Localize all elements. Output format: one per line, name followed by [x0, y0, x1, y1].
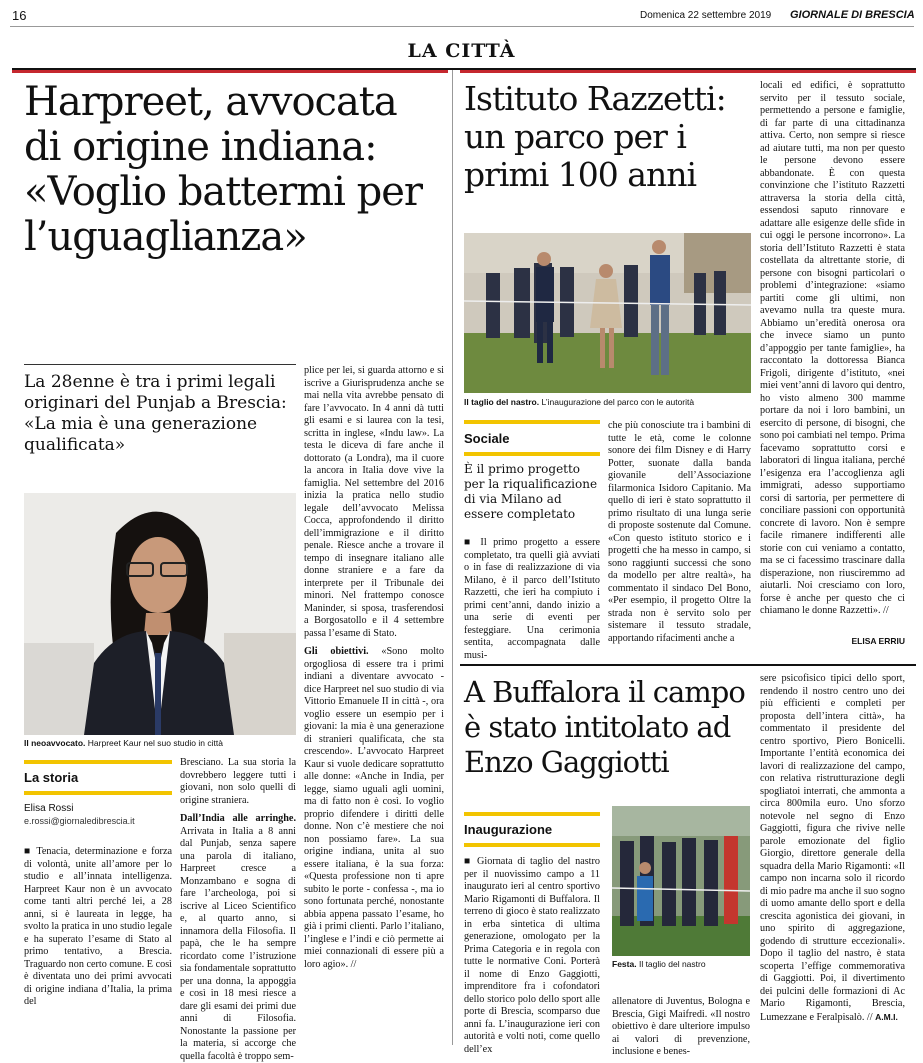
article2-headline: Istituto Razzetti: un parco per i primi 100 anni: [464, 79, 726, 194]
caption-text: L’inaugurazione del parco con le autorità: [541, 397, 695, 407]
article3-col2-text: allenatore di Juventus, Bologna e Brescia, Gigi Maifredi. «Il nostro obiettivo è dare ulteriore impulso ai valori di prevenzione, inclusione e benes-: [612, 996, 750, 1057]
article2-subhead: È il primo progetto per la riqualificazione di via Milano ad essere completato: [464, 462, 598, 521]
article1-col1-text: ■ Tenacia, determinazione e forza di volontà, unite all’amore per lo studio e all’innata intelligenza. Harpreet Kaur non è un avvocato come tanti altri perché lei, a 28 anni, si è laureata in legge, ha svolto la pratica in uno studio legale e ha superato l’esame di Stato al primo tentativo, a Brescia. Traguardo non certo comune. E così è diventata uno dei primi avvocati di origine indiana d’Italia, la prima del: [24, 846, 172, 1007]
article1-col3: [304, 365, 444, 971]
article2-author: ELISA ERRIU: [851, 636, 905, 646]
article1-col3-text2: «Sono molto orgogliosa di essere tra i primi indiani a diventare avvocato - dice Harpreet nel suo studio di via Vittorio Emanuele II in città -, ora voglio essere un esempio per i giovani: la mia è una generazione di stranieri qualificata, che sta crescendo». L’avvocato Harpreet Kaur si vuole dedicare soprattutto alle donne: «Anche in India, per legge, siamo uguali agli uomini, ma di fatto non è così. Io voglio proprio difendere i diritti delle donne. Non c’è mestiere che noi non possiamo fare». La sua origine indiana, unita al suo essere italiana, è la sua forza: «Questa professione non ti apre subito le porte - confessa -, ma io sono fortunata perché, nonostante abbia appena passato l’esame, ho già i primi clienti. Parlo l’italiano, l’inglese e l’indi e ciò permette ai miei connazionali di essere più a loro agio». //: [304, 646, 444, 970]
article1-col3-text: plice per lei, si guarda attorno e si iscrive a Giurisprudenza anche se mai nella vita avrebbe pensato di fare l’avvocato. In 4 anni dà tutti gli esami e si laurea con la tesi, scritta in inglese, «Indu law». La testa le diceva di fare anche il dottorato (a Londra), ma il cuore la ancora in Italia dove vive la famiglia. Nel settembre del 2016 inizia la pratica nello studio legale dell’avvocato Melissa Cocca, approfondendo il diritto dell’immigrazione e il diritto penale. Riesce anche a trovare il tempo di insegnare italiano alle donne straniere e a fare da interprete per il Tribunale dei minori. Nel frattempo conosce Maninder, si sposa, trasferendosi a Borgosatollo e il 4 settembre passa l’esame di Stato.: [304, 365, 444, 639]
harpreet-photo: [24, 493, 296, 735]
article1-col3-sub: Gli obiettivi.: [304, 646, 369, 657]
article2-col1-text: ■ Il primo progetto a essere completato, tra quelli già avviati o in fase di realizzazione di via Milano, è il parco dell’Istituto Razzetti, che ieri ha compiuto i primi cent’anni, dando inizio a una serie di eventi per festeggiare. Una cerimonia sentita, accompagnata dalle musi-: [464, 537, 600, 661]
article3-label: Inaugurazione: [464, 822, 553, 837]
razzetti-photo: [464, 233, 751, 393]
article1-col1: [24, 846, 172, 1009]
caption-bold: Il taglio del nastro.: [464, 397, 540, 407]
column-divider: [452, 70, 453, 1045]
article2-col2-text: che più conosciute tra i bambini di tutte le età, come le colonne sonore dei film Disney e di Harry Potter, suonate dalla banda giovanile dell’Associazione filarmonica Isidoro Capitanio. Ma quello di ieri è stato soprattutto il primo risultato di una lunga serie di proposte sostenute dal Comune. «Con questo istituto storico e i progetti che ha messo in campo, si sono raggiunti successi che sono da modello per altre realtà», ha commentato il sindaco Del Bono, «Per esempio, il progetto Oltre la strada non è servito solo per sistemare il tessuto stradale, apportando rifacimenti anche a: [608, 420, 751, 644]
article3-col1-text: ■ Giornata di taglio del nastro per il nuovissimo campo a 11 inaugurato ieri al centro sportivo Mario Rigamonti di Buffalora. Il terreno di gioco è stato realizzato in erba sintetica di ultima generazione, omologato per la Prima Categoria e in regola con tutte le normative Coni. Porterà il nome di Enzo Gaggiotti, imprenditore fra i cofondatori dello storico polo dello sport alle porte di Brescia, scomparso due anni fa. L’inaugurazione ieri con autorità e volti noti, come quello dell’ex: [464, 856, 600, 1055]
label-bar-bottom: [24, 791, 172, 795]
article2-col3: [760, 80, 905, 618]
article1-rule: [12, 70, 448, 73]
article3-col2: [612, 996, 750, 1059]
article1-label: La storia: [24, 770, 79, 785]
buffalora-photo: [612, 806, 750, 956]
article2-label: Sociale: [464, 431, 510, 446]
article2-col3-text: locali ed edifici, è soprattutto servito per il tessuto sociale, permettendo a persone e famiglie, di far parte di una cittadinanza attiva. Certo, non sempre si riesce ad aiutare tutti, ma non per questo le persone devono essere abbandonate. È con questa convinzione che l’istituto Razzetti attraversa la storia della città, essendosi saputo rinnovare e adattare alle esigenze delle sfide in cui oggi le persone incorrono». La storia dell’Istituto Razzetti è stata costellata da altrettante storie, di persone con bisogni particolari o problemi d’integrazione: «siamo partiti come gli ultimi, non avevamo nulla tra queste mura. Abbiamo un’eredità onerosa ora che invece siamo un punto d’appoggio per tante famiglie», ha raccontato la dottoressa Bianca Frigoli, dirigente d’istituto, «nei miei vent’anni di lavoro qui dentro, ho visto almeno 300 mamme portare da noi i loro bambini, un esercito di persone, di bisogni, che sono poi cambiati nel tempo. Prima facevamo soprattutto corsi e laboratori di lingua italiana, perché l’esigenza era l’accoglienza agli immigrati, adesso supportiamo corsi di sartoria, per permettere di conciliare passioni con opportunità concrete di lavoro. Non è sempre facile rimanere indifferenti alle storie con cui veniamo a contatto, ma se ci facessimo trascinare dalla disperazione, non riusciremmo ad aiutarli. Noi cresciamo con loro, forse è anche per questo che ci chiamano le donne Razzetti». //: [760, 80, 905, 616]
issue-date: Domenica 22 settembre 2019: [640, 10, 772, 21]
section-title: LA CITTÀ: [407, 40, 516, 62]
article3-headline: A Buffalora il campo è stato intitolato ad Enzo Gaggiotti: [464, 675, 745, 779]
article1-headline: Harpreet, avvocata di origine indiana: «Voglio battermi per l’uguaglianza»: [24, 79, 422, 260]
article1-col2: [180, 757, 296, 1063]
caption-text: Harpreet Kaur nel suo studio in città: [87, 738, 223, 748]
newspaper-name: GIORNALE DI BRESCIA: [790, 9, 915, 21]
label-bar: [464, 812, 600, 816]
article1-subhead: La 28enne è tra i primi legali originari del Punjab a Brescia: «La mia è una generazione qualificata»: [24, 372, 287, 455]
caption-bold: Il neoavvocato.: [24, 738, 86, 748]
article2-rule: [460, 70, 916, 73]
article2-col2: [608, 420, 751, 645]
article1-email: e.rossi@giornaledibrescia.it: [24, 816, 135, 826]
article1-author: Elisa Rossi: [24, 803, 74, 814]
article1-col2-sub: Dall’India alle arringhe.: [180, 813, 296, 824]
article1-col2-text: Bresciano. La sua storia la dovrebbero leggere tutti i giovani, non solo quelli di origine straniera.: [180, 757, 296, 806]
header-rule: [10, 26, 914, 27]
label-bar-bottom: [464, 843, 600, 847]
article1-photo-caption: [24, 738, 296, 749]
caption-bold: Festa.: [612, 959, 637, 969]
label-bar-bottom: [464, 452, 600, 456]
caption-text: Il taglio del nastro: [638, 959, 706, 969]
article3-col1: [464, 856, 600, 1056]
article1-col2-text2: Arrivata in Italia a 8 anni dal Punjab, senza sapere una parola di italiano, Harpreet cresce a Monzambano e sogna di fare l’archeologa, poi si iscrive al Liceo Scientifico e, al quarto anno, si innamora della Filosofia. Il papà, che le ha sempre ricordato come l’istruzione sia fondamentale soprattutto per una donna, la appoggia e così in 18 mesi riesce a dare gli esami dei primi due anni di Filosofia. Nonostante la passione per la materia, si accorge che quella facoltà è troppo sem-: [180, 825, 296, 1062]
article3-col3-text: sere psicofisico tipici dello sport, rendendo il nostro centro uno dei più efficienti e completi per proposta dell’intera città», ha commentato il presidente del centro sportivo, Piero Bonicelli. Importante l’entità economica dei lavori di realizzazione del campo, con relativa ristrutturazione degli spogliatoi interrati, che ammonta a circa 800mila euro. Uno sforzo notevole nel segno di Enzo Gaggiotti, figura che rivive nelle parole emozionate del figlio Giorgio, direttore generale della squadra della Mario Rigamonti: «Il campo non incarna solo il ricordo di mio padre ma anche il suo sogno di uomo amante dello sport e della crescita agonistica dei giovani, in uno spirito di aggregazione, godendo di strutture eccezionali». Dopo il taglio del nastro, è stata scoperta l’effige commemorativa di Gaggiotti. Poi, il divertimento dei pulcini delle formazioni di Ac Mario Rigamonti, Brescia, Lumezzane e Feralpisalò. //: [760, 673, 905, 1023]
article3-rule: [460, 664, 916, 666]
article2-photo-caption: [464, 397, 751, 408]
label-bar: [24, 760, 172, 764]
label-bar: [464, 420, 600, 424]
article2-col1: [464, 537, 600, 662]
article3-col3: [760, 673, 905, 1024]
article3-photo-caption: [612, 959, 750, 970]
article3-author: A.M.I.: [875, 1011, 898, 1022]
article1-subhead-rule: [24, 364, 296, 365]
page-number: 16: [12, 8, 27, 23]
